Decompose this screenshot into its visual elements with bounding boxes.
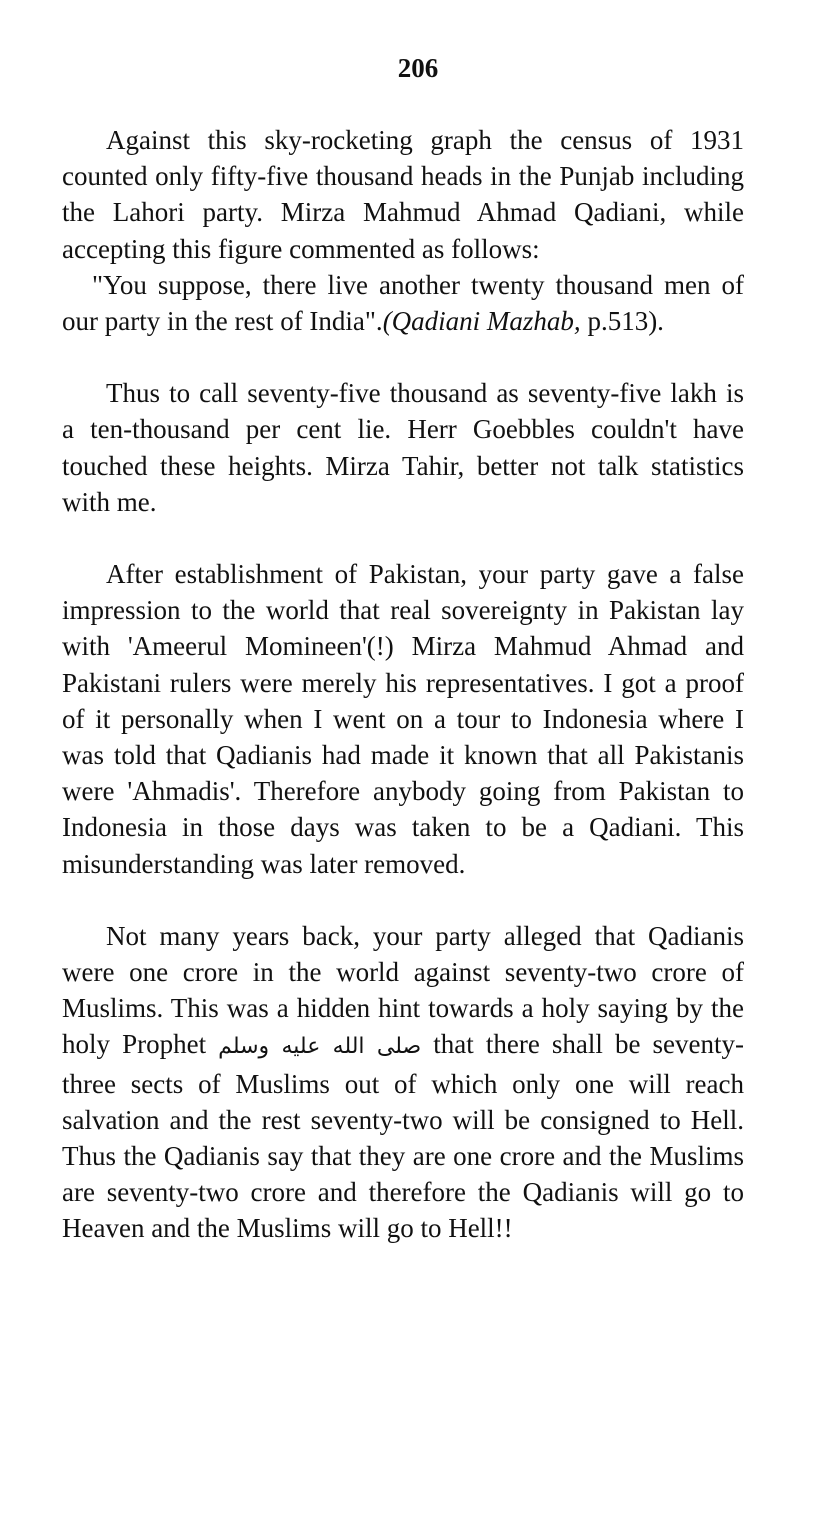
paragraph-quote [62,267,744,339]
paragraph-crore [62,918,744,1247]
citation-page: p.513). [580,306,664,337]
paragraph-pakistan: After establishment of Pakistan, your party gave a false impression to the world that real sovereignty in Pakistan lay with 'Ameerul Momineen'(!) Mirza Mahmud Ahmad and Pakistani rulers were merely his representatives. I got a proof of it personally when I went on a tour to Indonesia where I was told that Qadianis had made it known that all Pakistanis were 'Ahmadis'. Therefore anybody going from Pakistan to Indonesia in those days was taken to be a Qadiani. This misunderstanding was later removed. [62,559,744,879]
citation-title: (Qadiani Mazhab, [382,306,581,337]
crore-text-after: that there shall be seventy-three sects of Muslims out of which only one will reach salvation and the rest seventy-two will be consigned to Hell. Thus the Qadianis say that they are one crore and the Muslims are seventy-two crore and therefore the Qadianis will go to Heaven and the Muslims will go to Hell!! [62,1029,745,1244]
page-number: 206 [397,53,439,83]
paragraph-lie: Thus to call seventy-five thousand as seventy-five lakh is a ten-thousand per cent lie. Herr Goebbles couldn't have touched these heights. Mirza Tahir, better not talk statistics with me. [62,378,744,517]
crore-text-before: Not many years back, your party alleged that Qadianis were one crore in the world against seventy-two crore of Muslims. This was a hidden hint towards a holy saying by the holy Prophet [62,920,744,1060]
arabic-salutation: صلى الله عليه وسلم [218,1034,422,1060]
quote-text: "You suppose, there live another twenty thousand men of our party in the rest of India". [62,269,744,337]
document-page [62,48,744,1247]
paragraph-census: Against this sky-rocketing graph the census of 1931 counted only fifty-five thousand heads in the Punjab including the Lahori party. Mirza Mahmud Ahmad Qadiani, while accepting this figure commented as follows: [62,125,744,264]
